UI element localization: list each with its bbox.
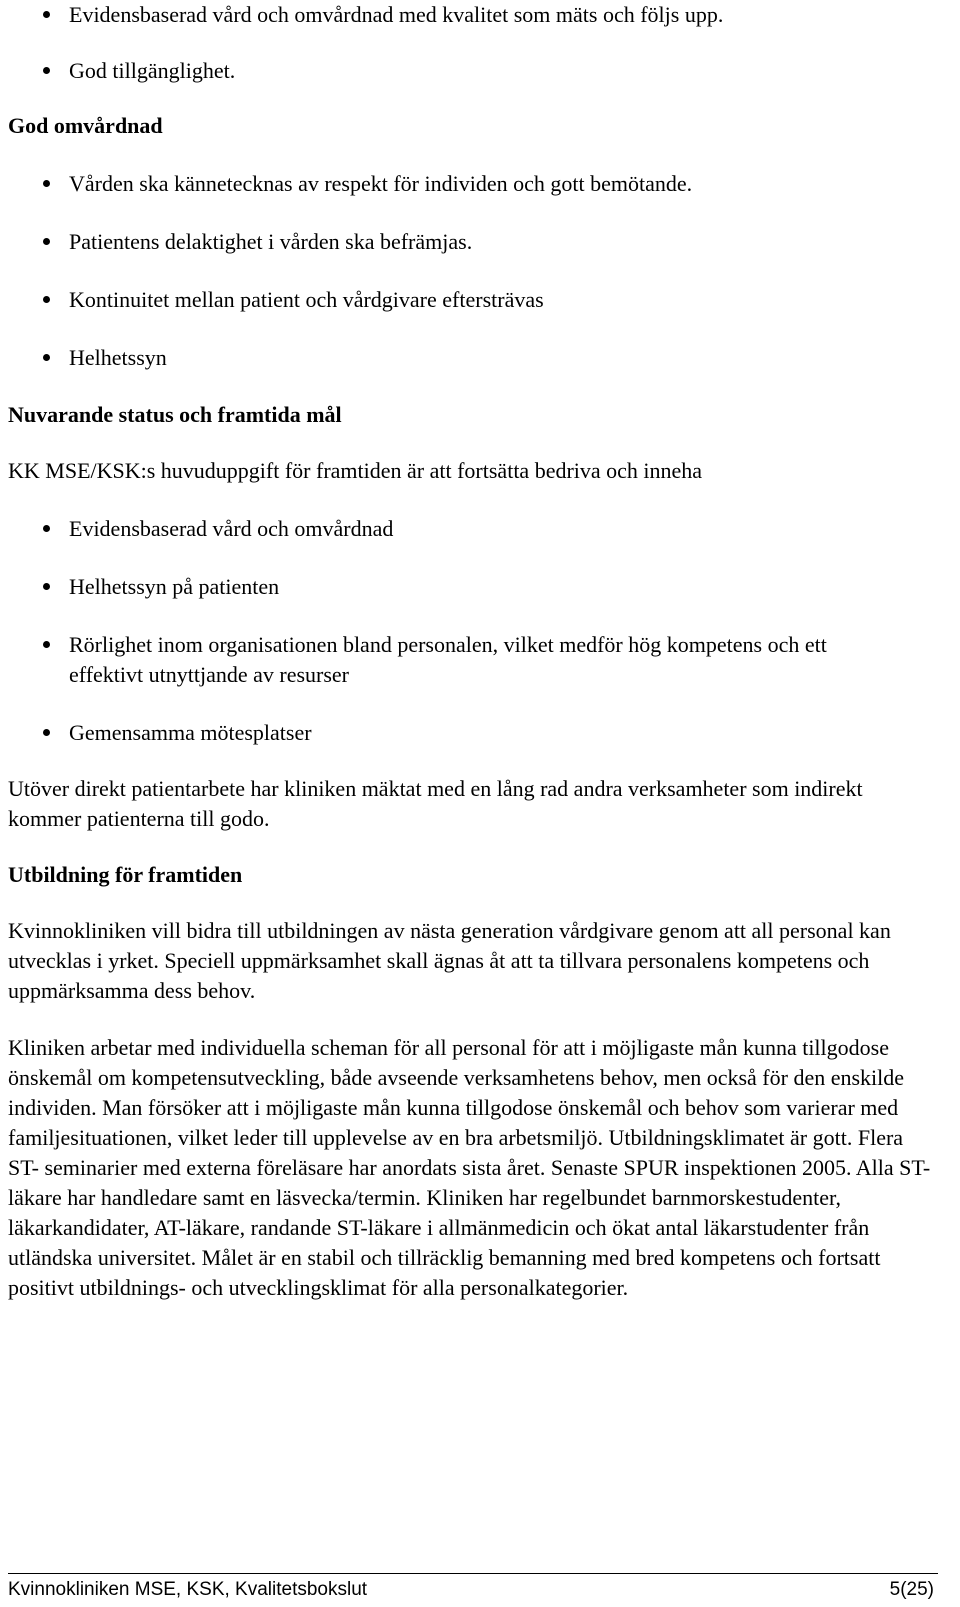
bullet-icon [43, 180, 50, 187]
list-item-text: Helhetssyn på patienten [69, 574, 280, 599]
list-item-text: Patientens delaktighet i vården ska befrämjas. [69, 229, 473, 254]
bullet-icon [43, 238, 50, 245]
paragraph: Kvinnokliniken vill bidra till utbildningen av nästa generation vårdgivare genom att all personal kan utvecklas i yrket. Speciell uppmärksamhet skall ägnas åt att ta tillvara personalens kompetens och uppmärksamma dess behov. [8, 918, 891, 1003]
section-heading: Nuvarande status och framtida mål [8, 402, 342, 427]
list-item-text: God tillgänglighet. [69, 58, 236, 83]
paragraph: Utöver direkt patientarbete har kliniken mäktat med en lång rad andra verksamheter som indirekt kommer patienterna till godo. [8, 776, 863, 831]
bullet-icon [43, 67, 50, 74]
footer-title: Kvinnokliniken MSE, KSK, Kvalitetsbokslut [8, 1579, 368, 1600]
section-heading: Utbildning för framtiden [8, 862, 243, 887]
bullet-icon [43, 583, 50, 590]
list-item-text: Helhetssyn [69, 345, 167, 370]
bullet-icon [43, 729, 50, 736]
footer-divider [8, 1573, 938, 1574]
page-number: 5(25) [889, 1579, 934, 1600]
list-item-text: Evidensbaserad vård och omvårdnad [69, 516, 394, 541]
list-item-text: Rörlighet inom organisationen bland personalen, vilket medför hög kompetens och ett effektivt utnyttjande av resurser [69, 632, 827, 687]
bullet-icon [43, 641, 50, 648]
paragraph: Kliniken arbetar med individuella scheman för all personal för att i möjligaste mån kunna tillgodose önskemål om kompetensutveckling, både avseende verksamhetens behov, men också för den enskilde individen. Man försöker att i möjligaste mån kunna tillgodose önskemål och behov som varierar med familjesituationen, vilket leder till upplevelse av en bra arbetsmiljö. Utbildningsklimatet är gott. Flera ST- seminarier med externa föreläsare har anordats sista året. Senaste SPUR inspektionen 2005. Alla ST-läkare har handledare samt en läsvecka/termin. Kliniken har regelbundet barnmorskestudenter, läkarkandidater, AT-läkare, randande ST-läkare i allmänmedicin och ökat antal läkarstudenter från utländska universitet. Målet är en stabil och tillräcklig bemanning med bred kompetens och fortsatt positivt utbildnings- och utvecklingsklimat för alla personalkategorier. [8, 1035, 931, 1300]
bullet-icon [43, 296, 50, 303]
list-item-text: Kontinuitet mellan patient och vårdgivare eftersträvas [69, 287, 544, 312]
bullet-icon [43, 354, 50, 361]
bullet-icon [43, 525, 50, 532]
paragraph: KK MSE/KSK:s huvuduppgift för framtiden är att fortsätta bedriva och inneha [8, 458, 703, 483]
bullet-icon [43, 11, 50, 18]
section-heading: God omvårdnad [8, 113, 163, 138]
list-item-text: Gemensamma mötesplatser [69, 720, 312, 745]
list-item-text: Vården ska kännetecknas av respekt för individen och gott bemötande. [69, 171, 693, 196]
list-item-text: Evidensbaserad vård och omvårdnad med kvalitet som mäts och följs upp. [69, 2, 724, 27]
